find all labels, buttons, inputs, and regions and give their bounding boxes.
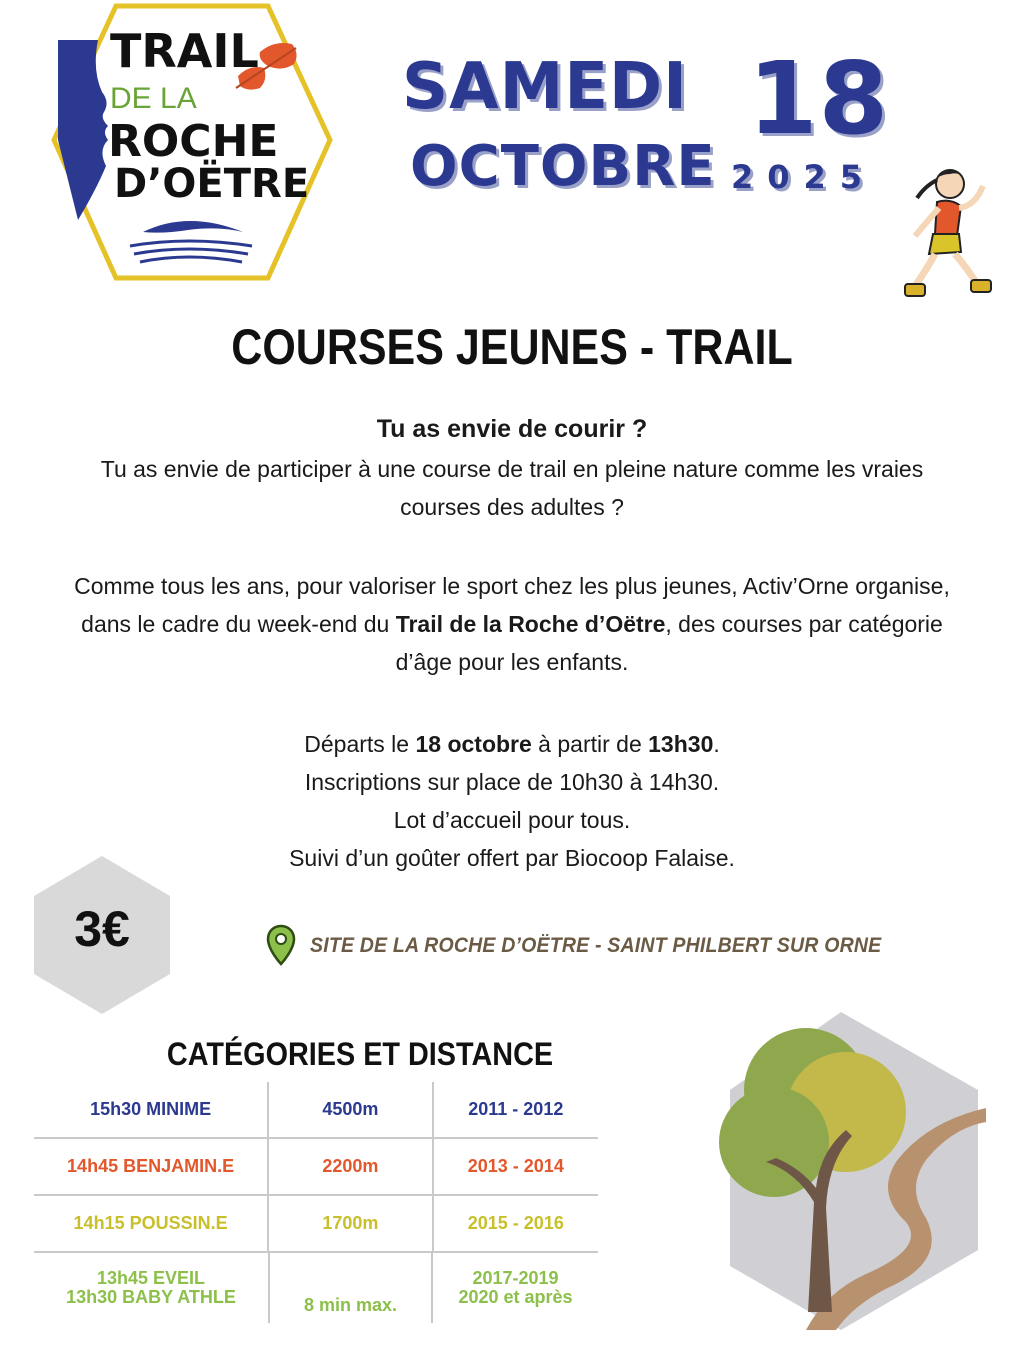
date-day-number: 18 bbox=[748, 40, 890, 157]
date-year: 2025 bbox=[731, 158, 877, 196]
category-baby-athle: 13h30 BABY ATHLE bbox=[66, 1287, 236, 1307]
table-row bbox=[34, 1253, 598, 1323]
lot-line: Lot d’accueil pour tous. bbox=[393, 807, 631, 833]
description-text-2: , des courses par catégorie d’âge pour les enfants. bbox=[395, 611, 943, 675]
trail-logo bbox=[38, 0, 338, 288]
category-eveil: 13h45 EVEIL bbox=[96, 1268, 206, 1288]
departs-line bbox=[60, 725, 964, 763]
logo-line-roche: ROCHE bbox=[108, 116, 279, 167]
categories-table bbox=[34, 1082, 598, 1323]
table-cell-distance: 8 min max. bbox=[270, 1253, 433, 1323]
table-cell-years: 2013 - 2014 bbox=[467, 1156, 564, 1176]
table-row bbox=[34, 1196, 598, 1253]
gouter-line: Suivi d’un goûter offert par Biocoop Falaise. bbox=[289, 845, 735, 871]
table-cell-category: 14h15 POUSSIN.E bbox=[34, 1196, 269, 1251]
table-cell-distance: 1700m bbox=[269, 1196, 433, 1251]
page-title: COURSES JEUNES - TRAIL bbox=[231, 319, 793, 375]
departs-mid: à partir de bbox=[531, 731, 649, 757]
question-heading: Tu as envie de courir ? bbox=[376, 415, 648, 443]
table-cell-distance: 4500m bbox=[269, 1082, 433, 1137]
table-row bbox=[34, 1082, 598, 1139]
location-pin-icon bbox=[266, 924, 296, 966]
logo-line-de-la: DE LA bbox=[110, 82, 197, 115]
departs-suffix: . bbox=[713, 731, 720, 757]
table-cell-category bbox=[34, 1253, 270, 1323]
description-text-1: Comme tous les ans, pour valoriser le sport chez les plus jeunes, Activ’Orne organise, dans le cadre du week-end du bbox=[74, 573, 950, 637]
years-baby-athle: 2020 et après bbox=[458, 1287, 573, 1307]
table-cell-years: 2015 - 2016 bbox=[467, 1213, 564, 1233]
logo-line-oetre: D’OËTRE bbox=[114, 161, 310, 207]
details-block bbox=[60, 725, 964, 877]
tree-path-illustration-icon bbox=[696, 1012, 986, 1332]
departs-prefix: Départs le bbox=[304, 731, 416, 757]
departs-time: 13h30 bbox=[648, 731, 714, 757]
runner-girl-icon bbox=[895, 160, 1005, 310]
logo-line-trail: TRAIL bbox=[110, 24, 259, 78]
description-event-name: Trail de la Roche d’Oëtre bbox=[395, 611, 666, 637]
location-text: SITE DE LA ROCHE D’OËTRE - SAINT PHILBERT SUR ORNE bbox=[310, 934, 882, 957]
inscriptions-line: Inscriptions sur place de 10h30 à 14h30. bbox=[304, 769, 720, 795]
intro-paragraph: Tu as envie de participer à une course de trail en pleine nature comme les vraies courses des adultes ? bbox=[100, 456, 924, 520]
table-cell-category: 14h45 BENJAMIN.E bbox=[34, 1139, 269, 1194]
table-cell-distance: 2200m bbox=[269, 1139, 433, 1194]
table-cell-years bbox=[433, 1253, 598, 1323]
price-label: 3€ bbox=[74, 901, 130, 957]
date-day-name: SAMEDI bbox=[402, 50, 688, 124]
date-month: OCTOBRE bbox=[410, 134, 716, 199]
description-paragraph bbox=[60, 567, 964, 681]
departs-date: 18 octobre bbox=[415, 731, 532, 757]
table-cell-years: 2011 - 2012 bbox=[468, 1099, 564, 1119]
table-title: CATÉGORIES ET DISTANCE bbox=[166, 1036, 554, 1072]
table-row bbox=[34, 1139, 598, 1196]
years-eveil: 2017-2019 bbox=[472, 1268, 559, 1288]
table-cell-category: 15h30 MINIME bbox=[34, 1082, 269, 1137]
